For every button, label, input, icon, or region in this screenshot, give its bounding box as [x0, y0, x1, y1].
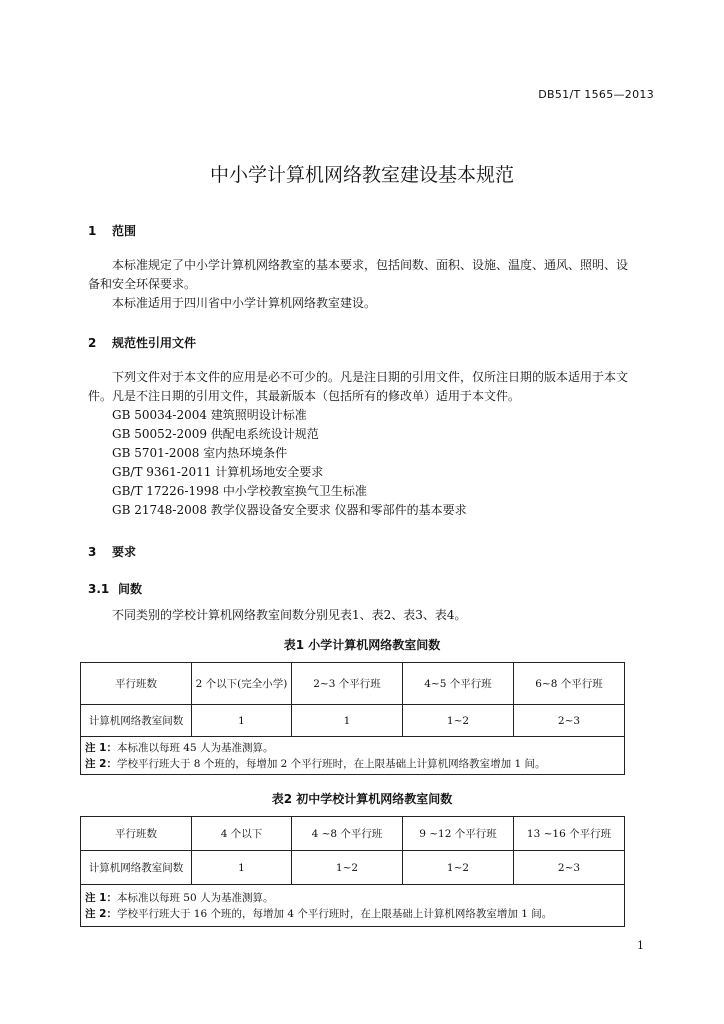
value-cell: 2~3 — [514, 705, 625, 737]
header-cell: 2~3 个平行班 — [292, 663, 403, 705]
note-text: 本标准以每班 45 人为基准测算。 — [116, 741, 274, 754]
page-number: 1 — [637, 939, 644, 952]
header-cell: 9 ~12 个平行班 — [403, 817, 514, 851]
page-title: 中小学计算机网络教室建设基本规范 — [209, 164, 514, 186]
section-3-heading — [88, 543, 136, 560]
section-number: 2 — [88, 336, 97, 350]
refs-intro-line-1: 下列文件对于本文件的应用是必不可少的。凡是注日期的引用文件，仅所注日期的版本适用于本文 — [112, 370, 629, 384]
table-row — [81, 851, 625, 885]
header-cell: 4 个以下 — [192, 817, 292, 851]
table-notes-row — [81, 737, 625, 775]
section-title: 间数 — [118, 582, 143, 596]
note-1 — [85, 890, 624, 906]
section-title: 规范性引用文件 — [112, 336, 197, 350]
value-cell: 1~2 — [292, 851, 403, 885]
table-row — [81, 705, 625, 737]
value-cell: 1 — [192, 705, 292, 737]
section-3-1-heading — [88, 580, 142, 597]
table-header-row — [81, 817, 625, 851]
reference-item: GB/T 17226-1998 中小学校教室换气卫生标准 — [112, 484, 367, 498]
value-cell: 1~2 — [403, 851, 514, 885]
refs-intro-line-2: 件。凡是不注日期的引用文件，其最新版本（包括所有的修改单）适用于本文件。 — [88, 389, 521, 403]
scope-line-3: 本标准适用于四川省中小学计算机网络教室建设。 — [112, 296, 377, 310]
note-text: 学校平行班大于 16 个班的，每增加 4 个平行班时，在上限基础上计算机网络教室增加 1 间。 — [116, 907, 553, 920]
scope-paragraph — [88, 256, 648, 313]
value-cell: 1 — [192, 851, 292, 885]
reference-item: GB/T 9361-2011 计算机场地安全要求 — [112, 465, 324, 479]
document-code: DB51/T 1565—2013 — [538, 88, 654, 101]
reference-item: GB 21748-2008 教学仪器设备安全要求 仪器和零部件的基本要求 — [112, 503, 467, 517]
note-label: 注 1： — [85, 741, 117, 754]
table-1 — [80, 662, 625, 775]
note-1 — [85, 740, 624, 756]
table-header-row — [81, 663, 625, 705]
refs-intro — [88, 368, 648, 406]
scope-line-1: 本标准规定了中小学计算机网络教室的基本要求，包括间数、面积、设施、温度、通风、照明、设 — [112, 258, 629, 272]
table-2 — [80, 816, 625, 927]
value-cell: 1 — [292, 705, 403, 737]
scope-line-2: 备和安全环保要求。 — [88, 277, 197, 291]
note-text: 本标准以每班 50 人为基准测算。 — [116, 891, 274, 904]
value-cell: 1~2 — [403, 705, 514, 737]
count-intro: 不同类别的学校计算机网络教室间数分别见表1、表2、表3、表4。 — [112, 608, 467, 622]
note-2 — [85, 906, 624, 922]
reference-item: GB 50052-2009 供配电系统设计规范 — [112, 427, 319, 441]
section-title: 要求 — [112, 545, 137, 559]
header-cell: 6~8 个平行班 — [514, 663, 625, 705]
header-cell: 4~5 个平行班 — [403, 663, 514, 705]
table-2-caption: 表2 初中学校计算机网络教室间数 — [271, 792, 453, 806]
header-cell: 平行班数 — [81, 663, 192, 705]
note-label: 注 2： — [85, 757, 117, 770]
section-title: 范围 — [112, 224, 137, 238]
reference-item: GB 5701-2008 室内热环境条件 — [112, 446, 288, 460]
section-number: 3.1 — [88, 582, 110, 596]
table-1-caption: 表1 小学计算机网络教室间数 — [283, 638, 441, 652]
row-label-cell: 计算机网络教室间数 — [81, 851, 192, 885]
section-2-heading — [88, 334, 196, 351]
reference-list — [112, 406, 632, 520]
header-cell: 2 个以下(完全小学) — [192, 663, 292, 705]
note-text: 学校平行班大于 8 个班的，每增加 2 个平行班时，在上限基础上计算机网络教室增加 1 间。 — [116, 757, 546, 770]
notes-cell — [81, 737, 625, 775]
section-number: 1 — [88, 224, 97, 238]
notes-cell — [81, 885, 625, 927]
table-notes-row — [81, 885, 625, 927]
note-label: 注 2： — [85, 907, 117, 920]
note-label: 注 1： — [85, 891, 117, 904]
value-cell: 2~3 — [514, 851, 625, 885]
section-1-heading — [88, 222, 136, 239]
header-cell: 13 ~16 个平行班 — [514, 817, 625, 851]
reference-item: GB 50034-2004 建筑照明设计标准 — [112, 408, 307, 422]
note-2 — [85, 756, 624, 772]
section-number: 3 — [88, 545, 97, 559]
header-cell: 4 ~8 个平行班 — [292, 817, 403, 851]
header-cell: 平行班数 — [81, 817, 192, 851]
row-label-cell: 计算机网络教室间数 — [81, 705, 192, 737]
